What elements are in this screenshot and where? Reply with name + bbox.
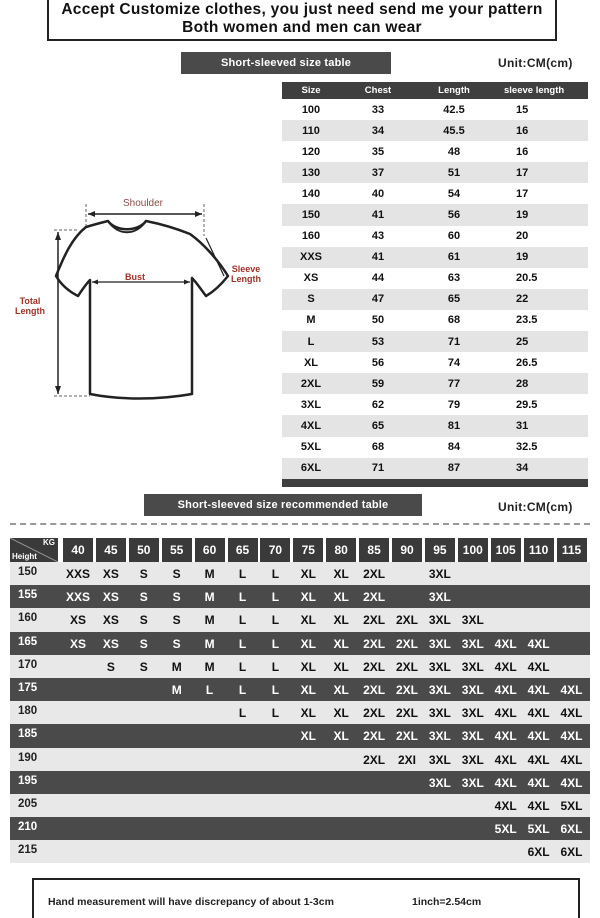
size-cell: 3XL [461, 682, 484, 697]
cell-length: 45.5 [443, 124, 465, 137]
weight-header: 40 [63, 538, 93, 562]
size-cell: 2XL [363, 752, 386, 767]
size-cell: XL [333, 682, 349, 697]
shoulder-label: Shoulder [122, 198, 164, 209]
size-cell: 5XL [527, 822, 550, 837]
table-row [10, 771, 590, 794]
cell-size: 110 [302, 124, 320, 137]
size-cell: L [238, 636, 247, 651]
size-cell: 4XL [527, 775, 550, 790]
size-cell: 4XL [494, 775, 517, 790]
rec-table-divider [10, 523, 590, 538]
cell-sleeve-length: 19 [516, 209, 529, 222]
size-cell: M [204, 567, 215, 581]
kg-height-corner [10, 538, 58, 562]
size-cell: 2XL [363, 636, 386, 651]
col-size: Size [301, 85, 321, 96]
size-cell: 2XL [363, 567, 386, 581]
cell-chest: 47 [371, 293, 385, 306]
size-cell: 2XL [395, 729, 418, 744]
cell-size: M [306, 314, 316, 327]
cell-size: XXS [299, 251, 322, 264]
total-length-label [8, 296, 52, 316]
cell-size: 2XL [300, 377, 322, 390]
size-cell: 3XL [461, 613, 484, 628]
table-row [10, 724, 590, 747]
cell-size: S [307, 293, 315, 306]
size-cell: 4XL [560, 706, 583, 721]
size-cell: S [139, 567, 148, 581]
size-cell: 3XL [428, 590, 451, 605]
size-cell: L [238, 706, 247, 721]
height-value: 205 [18, 797, 38, 810]
cell-chest: 65 [371, 419, 385, 432]
height-value: 175 [18, 681, 38, 694]
cell-chest: 53 [371, 335, 385, 348]
cell-size: 5XL [300, 441, 322, 454]
size-table [282, 82, 588, 487]
size-cell: L [271, 613, 280, 628]
size-cell: 3XL [428, 752, 451, 767]
recommended-size-table [10, 523, 590, 863]
cell-chest: 40 [371, 187, 385, 200]
cell-sleeve-length: 16 [516, 124, 529, 137]
size-cell: 4XL [494, 636, 517, 651]
height-value: 150 [18, 566, 38, 578]
weight-header: 80 [326, 538, 356, 562]
table-row [282, 394, 588, 415]
cell-length: 42.5 [443, 103, 465, 116]
cell-size: L [307, 335, 315, 348]
cell-sleeve-length: 17 [516, 166, 529, 179]
size-cell: 2XL [363, 706, 386, 721]
cell-size: XL [303, 356, 319, 369]
size-cell: 2XL [395, 682, 418, 697]
table-row [282, 226, 588, 247]
rec-table-header [10, 538, 590, 562]
size-cell: 5XL [560, 798, 583, 813]
weight-header: 45 [96, 538, 126, 562]
sleeve-length-label [226, 264, 266, 284]
cell-sleeve-length: 34 [516, 462, 529, 475]
table-row [10, 608, 590, 631]
size-cell: 2XI [397, 752, 416, 767]
table-row [282, 183, 588, 204]
height-value: 165 [18, 635, 38, 648]
size-cell: S [172, 567, 181, 581]
size-cell: L [271, 706, 280, 721]
cell-sleeve-length: 19 [516, 251, 529, 264]
inch-conversion: 1inch=2.54cm [412, 896, 482, 908]
weight-header: 55 [162, 538, 192, 562]
cell-length: 79 [447, 398, 461, 411]
cell-chest: 33 [371, 103, 385, 116]
size-cell: 4XL [560, 729, 583, 744]
size-cell: XL [300, 636, 316, 651]
size-cell: 4XL [494, 798, 517, 813]
size-cell: S [139, 636, 148, 651]
cell-length: 51 [447, 166, 461, 179]
cell-length: 81 [447, 419, 461, 432]
size-cell: 4XL [494, 752, 517, 767]
size-cell: XL [300, 567, 316, 581]
cell-size: 160 [301, 230, 321, 243]
cell-chest: 71 [371, 462, 385, 475]
size-cell: 3XL [461, 706, 484, 721]
size-cell: XS [102, 590, 119, 605]
cell-chest: 44 [371, 272, 385, 285]
size-cell: S [172, 613, 181, 628]
cell-length: 48 [447, 145, 461, 158]
size-cell: L [238, 567, 247, 581]
size-cell: L [271, 590, 280, 605]
size-cell: 3XL [428, 659, 451, 674]
cell-chest: 35 [371, 145, 385, 158]
cell-sleeve-length: 28 [516, 377, 529, 390]
table-row [282, 120, 588, 141]
cell-chest: 43 [371, 230, 385, 243]
measurement-note: Hand measurement will have discrepancy of about 1-3cm [48, 896, 334, 908]
sleeve-label-line1: Sleeve [231, 264, 261, 274]
size-cell: 2XL [363, 613, 386, 628]
cell-sleeve-length: 29.5 [516, 398, 538, 411]
size-cell: 3XL [428, 775, 451, 790]
col-length: Length [438, 85, 470, 96]
cell-size: 140 [301, 187, 321, 200]
size-cell: XL [333, 729, 349, 744]
size-table-banner: Short-sleeved size table [181, 52, 391, 74]
size-cell: 3XL [461, 752, 484, 767]
table-row [282, 289, 588, 310]
size-cell: XL [333, 706, 349, 721]
table-row [282, 268, 588, 289]
weight-header: 115 [557, 538, 587, 562]
table-row [282, 437, 588, 458]
table-row [10, 748, 590, 771]
size-cell: 3XL [428, 613, 451, 628]
cell-size: 3XL [300, 398, 322, 411]
table-row [10, 585, 590, 608]
cell-size: 130 [301, 166, 321, 179]
size-cell: S [172, 636, 181, 651]
size-cell: 2XL [395, 659, 418, 674]
cell-sleeve-length: 20 [516, 230, 529, 243]
size-cell: 2XL [395, 706, 418, 721]
col-sleeve-length: sleeve length [504, 85, 565, 96]
cell-chest: 41 [371, 251, 385, 264]
table-row [282, 141, 588, 162]
size-cell: XL [333, 636, 349, 651]
size-cell: L [271, 682, 280, 697]
height-value: 210 [18, 821, 38, 834]
size-cell: 6XL [560, 822, 583, 837]
size-cell: 4XL [560, 682, 583, 697]
size-cell: XS [102, 567, 119, 581]
size-cell: 4XL [560, 775, 583, 790]
table-row [10, 817, 590, 840]
weight-header: 50 [129, 538, 159, 562]
cell-sleeve-length: 22 [516, 293, 529, 306]
cell-length: 84 [447, 441, 461, 454]
table-row [10, 632, 590, 655]
kg-label: KG [43, 538, 55, 547]
size-cell: L [271, 636, 280, 651]
size-cell: XL [300, 659, 316, 674]
size-cell: 3XL [461, 636, 484, 651]
size-cell: 4XL [494, 682, 517, 697]
size-cell: 4XL [527, 798, 550, 813]
height-label: Height [12, 552, 37, 561]
size-cell: 2XL [363, 729, 386, 744]
weight-header: 110 [524, 538, 554, 562]
weight-header: 100 [458, 538, 488, 562]
size-cell: M [204, 590, 215, 605]
size-cell: 4XL [494, 706, 517, 721]
height-value: 155 [18, 589, 38, 602]
table-row [10, 840, 590, 863]
size-cell: 3XL [428, 682, 451, 697]
size-cell: 6XL [560, 845, 583, 860]
cell-size: 6XL [300, 462, 322, 475]
weight-header: 85 [359, 538, 389, 562]
cell-chest: 62 [371, 398, 385, 411]
size-cell: 4XL [560, 752, 583, 767]
size-cell: 3XL [428, 729, 451, 744]
height-value: 215 [18, 844, 38, 857]
size-cell: 3XL [428, 706, 451, 721]
size-cell: S [139, 590, 148, 605]
size-cell: L [271, 659, 280, 674]
cell-sleeve-length: 16 [516, 145, 529, 158]
size-table-unit: Unit:CM(cm) [498, 56, 573, 70]
size-cell: XL [300, 613, 316, 628]
sleeve-label-line2: Length [231, 274, 261, 284]
table-row [10, 794, 590, 817]
cell-chest: 59 [371, 377, 385, 390]
rec-table-banner: Short-sleeved size recommended table [144, 494, 422, 516]
cell-chest: 56 [371, 356, 385, 369]
cell-size: 4XL [300, 419, 322, 432]
size-cell: XL [333, 590, 349, 605]
size-cell: XL [300, 682, 316, 697]
header-box [47, 0, 557, 41]
table-row [10, 562, 590, 585]
total-label-line1: Total [19, 296, 41, 306]
cell-length: 63 [447, 272, 461, 285]
size-cell: M [204, 659, 215, 674]
cell-chest: 41 [371, 209, 385, 222]
size-cell: XL [333, 613, 349, 628]
cell-sleeve-length: 26.5 [516, 356, 538, 369]
cell-chest: 34 [371, 124, 385, 137]
size-cell: XS [102, 613, 119, 628]
size-cell: 2XL [395, 636, 418, 651]
cell-length: 65 [447, 293, 461, 306]
size-table-header [282, 82, 588, 99]
cell-length: 54 [447, 187, 461, 200]
table-row [282, 331, 588, 352]
table-row [282, 162, 588, 183]
size-cell: 4XL [527, 636, 550, 651]
size-cell: XS [69, 613, 86, 628]
size-cell: 4XL [527, 706, 550, 721]
cell-chest: 68 [371, 441, 385, 454]
height-value: 170 [18, 658, 38, 671]
size-cell: XL [333, 567, 349, 581]
cell-length: 74 [447, 356, 461, 369]
cell-length: 71 [447, 335, 461, 348]
cell-length: 77 [447, 377, 461, 390]
height-value: 190 [18, 751, 38, 764]
table-row [282, 247, 588, 268]
rec-table-unit: Unit:CM(cm) [498, 500, 573, 514]
size-cell: S [106, 659, 115, 674]
size-cell: L [271, 567, 280, 581]
cell-length: 56 [447, 209, 461, 222]
header-line-1: Accept Customize clothes, you just need send me your pattern [61, 1, 543, 18]
size-cell: 3XL [428, 636, 451, 651]
cell-length: 60 [447, 230, 461, 243]
weight-header: 95 [425, 538, 455, 562]
height-value: 180 [18, 705, 38, 718]
size-cell: 2XL [363, 659, 386, 674]
table-row [282, 458, 588, 479]
cell-length: 68 [447, 314, 461, 327]
size-cell: 3XL [461, 659, 484, 674]
col-chest: Chest [364, 85, 392, 96]
height-value: 185 [18, 728, 38, 741]
table-row [282, 373, 588, 394]
cell-chest: 50 [371, 314, 385, 327]
table-row [282, 99, 588, 120]
height-value: 160 [18, 612, 38, 625]
size-cell: XL [300, 590, 316, 605]
cell-length: 87 [447, 462, 461, 475]
height-value: 195 [18, 774, 38, 787]
size-cell: 2XL [395, 613, 418, 628]
total-label-line2: Length [15, 306, 45, 316]
size-cell: 4XL [494, 729, 517, 744]
table-row [282, 352, 588, 373]
size-cell: XXS [65, 567, 90, 581]
size-cell: S [139, 659, 148, 674]
bust-label: Bust [125, 272, 145, 282]
size-cell: L [205, 682, 214, 697]
table-row [282, 415, 588, 436]
size-cell: 4XL [527, 659, 550, 674]
cell-size: 100 [301, 103, 321, 116]
weight-header: 105 [491, 538, 521, 562]
size-cell: S [172, 590, 181, 605]
weight-header: 60 [195, 538, 225, 562]
cell-size: 120 [301, 145, 321, 158]
size-cell: 4XL [527, 682, 550, 697]
cell-size: 150 [301, 209, 321, 222]
table-row [282, 204, 588, 225]
size-cell: XS [69, 636, 86, 651]
size-table-bottom-bar [282, 479, 588, 487]
tshirt-diagram [8, 190, 278, 420]
header-line-2: Both women and men can wear [182, 19, 422, 36]
size-cell: 3XL [461, 729, 484, 744]
size-cell: XL [300, 706, 316, 721]
size-cell: S [139, 613, 148, 628]
weight-header: 90 [392, 538, 422, 562]
size-cell: 4XL [494, 659, 517, 674]
size-cell: M [171, 659, 182, 674]
size-cell: 4XL [527, 752, 550, 767]
size-cell: M [204, 636, 215, 651]
size-cell: XXS [65, 590, 90, 605]
weight-header: 65 [228, 538, 258, 562]
cell-sleeve-length: 20.5 [516, 272, 538, 285]
size-cell: 2XL [363, 590, 386, 605]
table-row [10, 678, 590, 701]
size-cell: L [238, 613, 247, 628]
size-cell: XL [333, 659, 349, 674]
cell-sleeve-length: 15 [516, 103, 529, 116]
size-cell: M [204, 613, 215, 628]
size-cell: XS [102, 636, 119, 651]
size-cell: L [238, 659, 247, 674]
size-cell: 4XL [527, 729, 550, 744]
size-cell: 3XL [461, 775, 484, 790]
table-row [282, 310, 588, 331]
weight-header: 70 [260, 538, 290, 562]
size-cell: 6XL [527, 845, 550, 860]
cell-sleeve-length: 25 [516, 335, 529, 348]
size-cell: XL [300, 729, 316, 744]
footer-box [32, 878, 580, 918]
cell-chest: 37 [371, 166, 385, 179]
weight-header: 75 [293, 538, 323, 562]
cell-length: 61 [447, 251, 461, 264]
size-cell: L [238, 590, 247, 605]
cell-size: XS [303, 272, 319, 285]
table-row [10, 701, 590, 724]
size-cell: 3XL [428, 567, 451, 581]
size-cell: 5XL [494, 822, 517, 837]
size-cell: M [171, 682, 182, 697]
table-row [10, 655, 590, 678]
size-cell: 2XL [363, 682, 386, 697]
cell-sleeve-length: 32.5 [516, 441, 538, 454]
cell-sleeve-length: 23.5 [516, 314, 538, 327]
cell-sleeve-length: 17 [516, 187, 529, 200]
cell-sleeve-length: 31 [516, 419, 529, 432]
size-cell: L [238, 682, 247, 697]
